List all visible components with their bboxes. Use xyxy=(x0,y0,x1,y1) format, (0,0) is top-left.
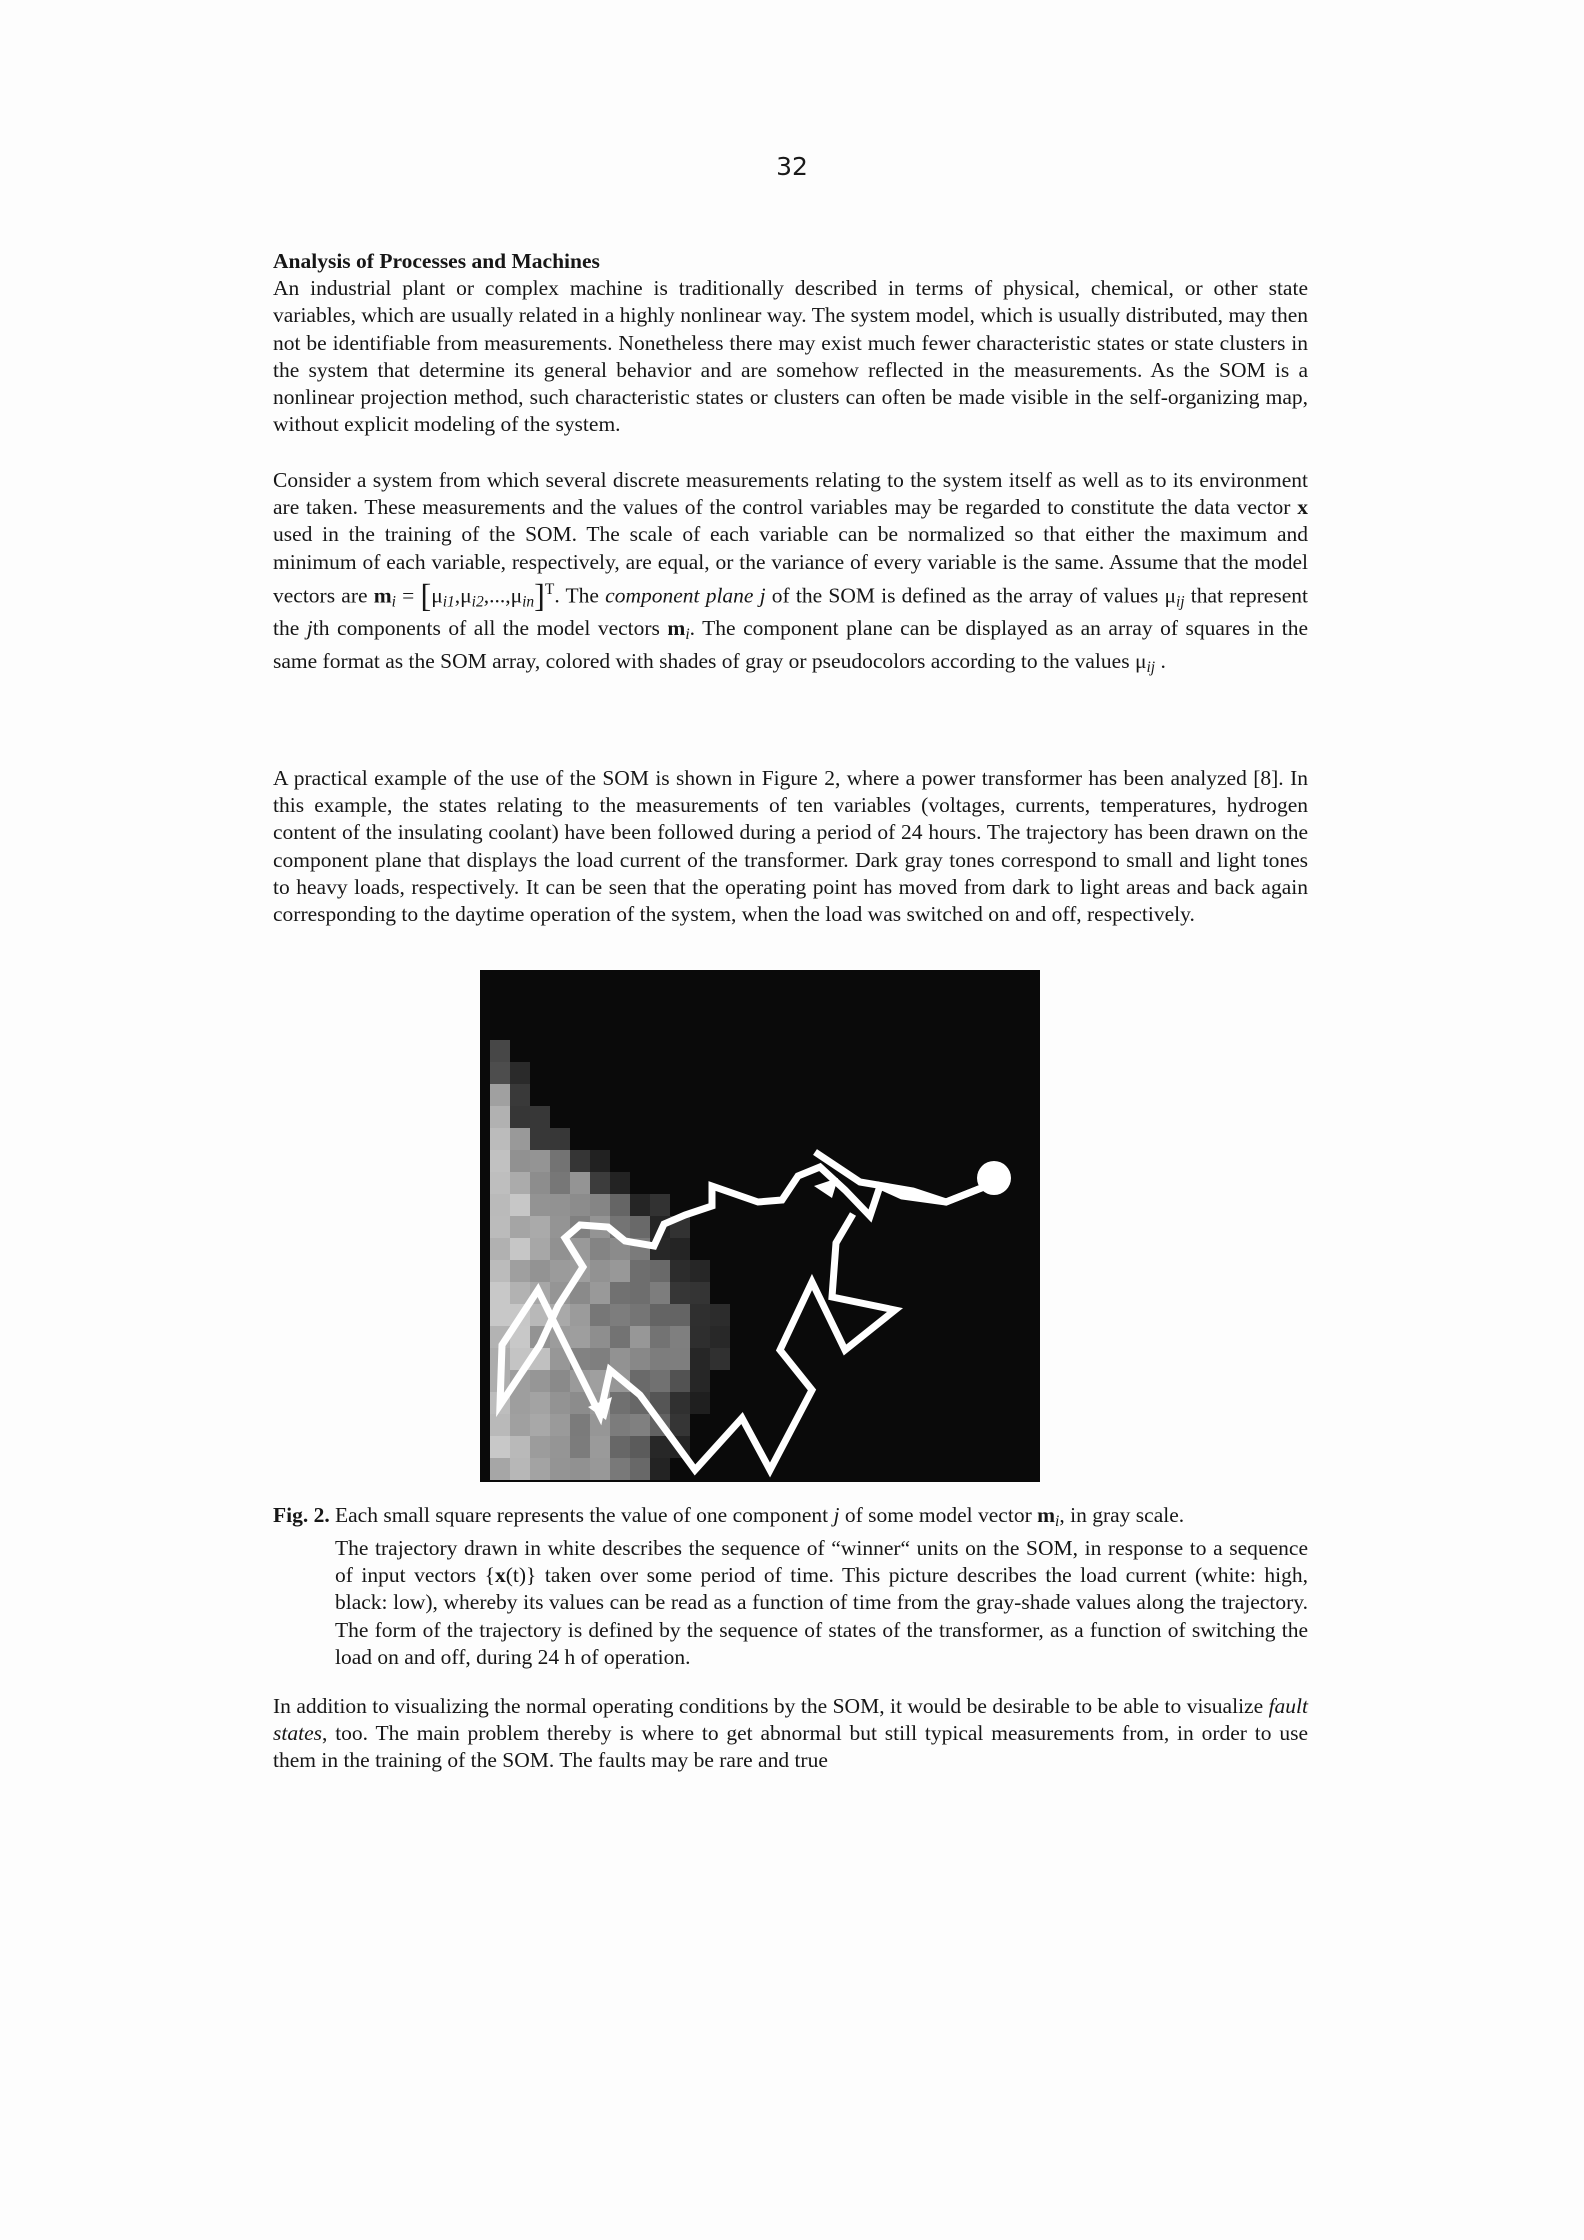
som-cell xyxy=(630,1304,650,1326)
section-example xyxy=(273,765,1308,928)
caption-part1: Each small square represents the value of one component xyxy=(335,1503,834,1527)
som-cell xyxy=(630,1260,650,1282)
som-cell xyxy=(510,1414,530,1436)
mu-2: μ xyxy=(460,583,472,608)
som-cell xyxy=(570,1414,590,1436)
som-cell xyxy=(530,1106,550,1128)
som-cell xyxy=(590,1326,610,1348)
som-cell xyxy=(510,1458,530,1480)
caption-body xyxy=(273,1502,1308,1671)
som-cell xyxy=(570,1458,590,1480)
som-cell xyxy=(650,1304,670,1326)
equals-sign: = xyxy=(395,583,421,608)
som-cell xyxy=(510,1062,530,1084)
som-cell xyxy=(490,1194,510,1216)
som-cell xyxy=(550,1370,570,1392)
som-cell xyxy=(610,1326,630,1348)
som-cell xyxy=(510,1392,530,1414)
caption-part3: , in gray scale. xyxy=(1059,1503,1185,1527)
caption-part2: of some model vector xyxy=(839,1503,1038,1527)
mu-ij-sub-2: ij xyxy=(1146,659,1156,677)
section-fault-states xyxy=(273,1693,1308,1775)
som-figure-svg xyxy=(480,970,1040,1482)
section2-text2: used in the training of the SOM. The scale of each variable can be normalized so that either the maximum and minimum of each variable, respectively, are equal, or the variance of every variable is the same. Assume that the model vectors are xyxy=(273,522,1308,608)
section3-paragraph: A practical example of the use of the SOM is shown in Figure 2, where a power transformer has been analyzed [8]. In this example, the states relating to the measurements of ten variables (voltages, currents, temperatures, hydrogen content of the insulating coolant) have been followed during a period of 24 hours. The trajectory has been drawn on the component plane that displays the load current of the transformer. Dark gray tones correspond to small and light tones to heavy loads, respectively. It can be seen that the operating point has moved from dark to light areas and back again corresponding to the daytime operation of the system, when the load was switched on and off, respectively. xyxy=(273,766,1308,927)
som-cell xyxy=(610,1414,630,1436)
mu-2-sub: i2 xyxy=(471,593,484,611)
som-cell xyxy=(510,1128,530,1150)
caption-continuation xyxy=(273,1535,1308,1671)
som-cell xyxy=(610,1172,630,1194)
som-cell xyxy=(490,1216,510,1238)
section1-paragraph xyxy=(273,248,1308,438)
caption-i: i xyxy=(1055,1512,1060,1530)
som-cell xyxy=(550,1128,570,1150)
som-cell xyxy=(590,1458,610,1480)
fault-states-term: fault states xyxy=(273,1694,1308,1746)
som-cell xyxy=(510,1238,530,1260)
som-cell xyxy=(530,1128,550,1150)
som-cell xyxy=(510,1084,530,1106)
section2-paragraph: Consider a system from which several discrete measurements relating to the system itself as well as to its environment are taken. These measurements and the values of the control variables may be regarded to constitute the data vector x used in the training of the SOM. The scale of each variable can be normalized so that either the maximum and minimum of each variable, respectively, are equal, or the variance of every variable is the same. Assume that the model vectors are $m_i = [\mu_{i1},\mu_{i2},...,\mu_{in}]^T$. The component plane j of the SOM is defined as the array of values $\mu_{ij}$ that represent the jth components of all the model vectors $m_i$. The component plane can be displayed as an array of squares in the same format as the SOM array, colored with shades of gray or pseudocolors according to the values $\mu_{ij}$ . xyxy=(273,468,1308,677)
som-cell xyxy=(670,1370,690,1392)
caption-x: x xyxy=(495,1563,506,1588)
som-cell xyxy=(610,1392,630,1414)
som-cell xyxy=(490,1128,510,1150)
section4-text2: , too. The main problem thereby is where to get abnormal but still typical measurements from, in order to use them in the training of the SOM. The faults may be rare and true xyxy=(273,1721,1308,1773)
som-cell xyxy=(490,1260,510,1282)
som-cell xyxy=(570,1194,590,1216)
section2-text4: of the SOM is defined as the array of values xyxy=(765,583,1165,608)
close-bracket: ] xyxy=(534,577,545,614)
som-cell xyxy=(550,1194,570,1216)
som-cell xyxy=(550,1260,570,1282)
som-cell xyxy=(530,1458,550,1480)
section2-text3: . The xyxy=(554,583,606,608)
som-cell xyxy=(690,1348,710,1370)
caption-rest-2: (t)} taken over some period of time. This picture describes the load current (white: high, black: low), whereby its values can be read as a function of time from the gray-shade values along the trajectory. The form of the trajectory is defined by the sequence of states of the transformer, as a function of switching the load on and off, during 24 h of operation. xyxy=(335,1563,1308,1669)
som-cell xyxy=(510,1150,530,1172)
section1-text: An industrial plant or complex machine is traditionally described in terms of physical, chemical, or other state variables, which are usually related in a highly nonlinear way. The system model, which is usually distributed, may then not be identifiable from measurements. Nonetheless there may exist much fewer characteristic states or state clusters in the system that determine its general behavior and are somehow reflected in the measurements. As the SOM is a nonlinear projection method, such characteristic states or clusters can often be made visible in the self-organizing map, without explicit modeling of the system. xyxy=(273,276,1308,437)
som-cell xyxy=(530,1392,550,1414)
som-cell xyxy=(490,1084,510,1106)
som-cell xyxy=(550,1172,570,1194)
som-cell xyxy=(550,1392,570,1414)
som-cell xyxy=(490,1238,510,1260)
section-component-plane xyxy=(273,467,1308,682)
som-cell xyxy=(590,1194,610,1216)
som-cell xyxy=(610,1348,630,1370)
caption-rest-1: The trajectory drawn in white describes the sequence of “winner“ units on the SOM, in response to a sequence of input vectors { xyxy=(335,1536,1308,1588)
som-cell xyxy=(570,1436,590,1458)
mu-3-sub: in xyxy=(522,593,535,611)
som-cell xyxy=(670,1414,690,1436)
section-analysis xyxy=(273,248,1308,438)
section2-text8: . xyxy=(1155,649,1166,674)
caption-j: j xyxy=(833,1503,840,1527)
som-cell xyxy=(610,1436,630,1458)
som-cell xyxy=(530,1150,550,1172)
som-cell xyxy=(530,1216,550,1238)
som-cell xyxy=(590,1282,610,1304)
figure-caption xyxy=(273,1502,1308,1671)
som-cell xyxy=(550,1150,570,1172)
som-cell xyxy=(510,1194,530,1216)
section-heading: Analysis of Processes and Machines xyxy=(273,249,600,273)
som-cell xyxy=(690,1370,710,1392)
som-cell xyxy=(530,1436,550,1458)
som-cell xyxy=(650,1282,670,1304)
som-component-plane-figure xyxy=(480,970,1040,1482)
symbol-m: m xyxy=(373,583,392,608)
som-cell xyxy=(590,1172,610,1194)
som-cell xyxy=(670,1238,690,1260)
som-cell xyxy=(570,1326,590,1348)
som-cell xyxy=(590,1150,610,1172)
mu-ij: μ xyxy=(1164,583,1176,608)
som-cell xyxy=(610,1304,630,1326)
som-cell xyxy=(630,1326,650,1348)
mu-1: μ xyxy=(431,583,443,608)
som-cell xyxy=(510,1260,530,1282)
section4-text1: In addition to visualizing the normal operating conditions by the SOM, it would be desirable to be able to visualize xyxy=(273,1694,1269,1718)
trajectory-start-point xyxy=(977,1161,1011,1195)
som-cell xyxy=(590,1348,610,1370)
som-cell xyxy=(650,1194,670,1216)
som-cell xyxy=(630,1348,650,1370)
figure-label: Fig. 2. xyxy=(273,1503,330,1527)
ellipsis: ,..., xyxy=(483,583,511,608)
som-cell xyxy=(610,1282,630,1304)
som-cell xyxy=(650,1458,670,1480)
som-cell xyxy=(650,1370,670,1392)
som-cell xyxy=(670,1326,690,1348)
som-cell xyxy=(650,1436,670,1458)
som-cell xyxy=(670,1282,690,1304)
som-cell xyxy=(630,1414,650,1436)
som-cell xyxy=(650,1348,670,1370)
som-cell xyxy=(690,1326,710,1348)
som-cell xyxy=(670,1260,690,1282)
symbol-i-sub: i xyxy=(391,593,396,611)
som-cell xyxy=(530,1260,550,1282)
som-cell xyxy=(590,1238,610,1260)
som-cell xyxy=(610,1260,630,1282)
symbol-m-2: m xyxy=(667,616,686,641)
som-cell xyxy=(490,1172,510,1194)
som-cell xyxy=(550,1414,570,1436)
som-cell xyxy=(630,1436,650,1458)
som-cell xyxy=(490,1458,510,1480)
som-cell xyxy=(690,1282,710,1304)
som-cell xyxy=(590,1304,610,1326)
open-bracket: [ xyxy=(420,577,432,614)
som-cell xyxy=(490,1304,510,1326)
som-cell xyxy=(550,1458,570,1480)
som-cell xyxy=(490,1414,510,1436)
som-cell xyxy=(490,1282,510,1304)
som-cell xyxy=(630,1216,650,1238)
som-cell xyxy=(570,1172,590,1194)
som-cell xyxy=(710,1326,730,1348)
som-cell xyxy=(710,1348,730,1370)
som-cell xyxy=(490,1150,510,1172)
som-cell xyxy=(670,1304,690,1326)
component-plane-term: component plane j xyxy=(605,583,766,608)
section2-text6: th components of all the model vectors xyxy=(312,616,668,641)
som-cell xyxy=(530,1414,550,1436)
som-cell xyxy=(610,1194,630,1216)
som-cell xyxy=(690,1260,710,1282)
som-cell xyxy=(510,1106,530,1128)
som-cell xyxy=(650,1326,670,1348)
symbol-x: x xyxy=(1297,495,1308,520)
som-cell xyxy=(570,1150,590,1172)
section2-text1: Consider a system from which several discrete measurements relating to the system itself as well as to its environment are taken. These measurements and the values of the control variables may be regarded to constitute the data vector xyxy=(273,468,1308,520)
som-cell xyxy=(570,1304,590,1326)
som-cell xyxy=(710,1304,730,1326)
mu-ij-2: μ xyxy=(1134,649,1147,674)
transpose-sup: T xyxy=(544,580,555,598)
page-number: 32 xyxy=(776,152,808,181)
mu-3: μ xyxy=(510,583,523,608)
som-cell xyxy=(510,1172,530,1194)
som-cell xyxy=(510,1216,530,1238)
som-cell xyxy=(530,1194,550,1216)
mu-ij-sub: ij xyxy=(1175,593,1185,611)
som-cell xyxy=(550,1436,570,1458)
som-cell xyxy=(630,1194,650,1216)
jth-symbol: j xyxy=(306,616,313,641)
section2-text7: . The component plane can be displayed as an array of squares in the same format as the SOM array, colored with shades of gray or pseudocolors according to the values xyxy=(273,616,1308,674)
som-cell xyxy=(590,1260,610,1282)
symbol-i-sub-2: i xyxy=(685,626,690,644)
som-cell xyxy=(610,1458,630,1480)
caption-m: m xyxy=(1037,1503,1056,1527)
som-cell xyxy=(490,1040,510,1062)
som-cell xyxy=(630,1458,650,1480)
som-cell xyxy=(690,1392,710,1414)
som-cell xyxy=(630,1282,650,1304)
som-cell xyxy=(670,1392,690,1414)
som-cell xyxy=(590,1436,610,1458)
som-cell xyxy=(490,1436,510,1458)
som-cell xyxy=(490,1106,510,1128)
som-cell xyxy=(690,1304,710,1326)
som-cell xyxy=(670,1348,690,1370)
som-cell xyxy=(530,1238,550,1260)
som-cell xyxy=(650,1260,670,1282)
mu-1-sub: i1 xyxy=(442,593,455,611)
som-cell xyxy=(530,1172,550,1194)
som-cell xyxy=(530,1370,550,1392)
section2-text5: that represent the xyxy=(273,583,1308,641)
som-cell xyxy=(510,1436,530,1458)
section4-paragraph xyxy=(273,1693,1308,1775)
som-cell xyxy=(490,1062,510,1084)
